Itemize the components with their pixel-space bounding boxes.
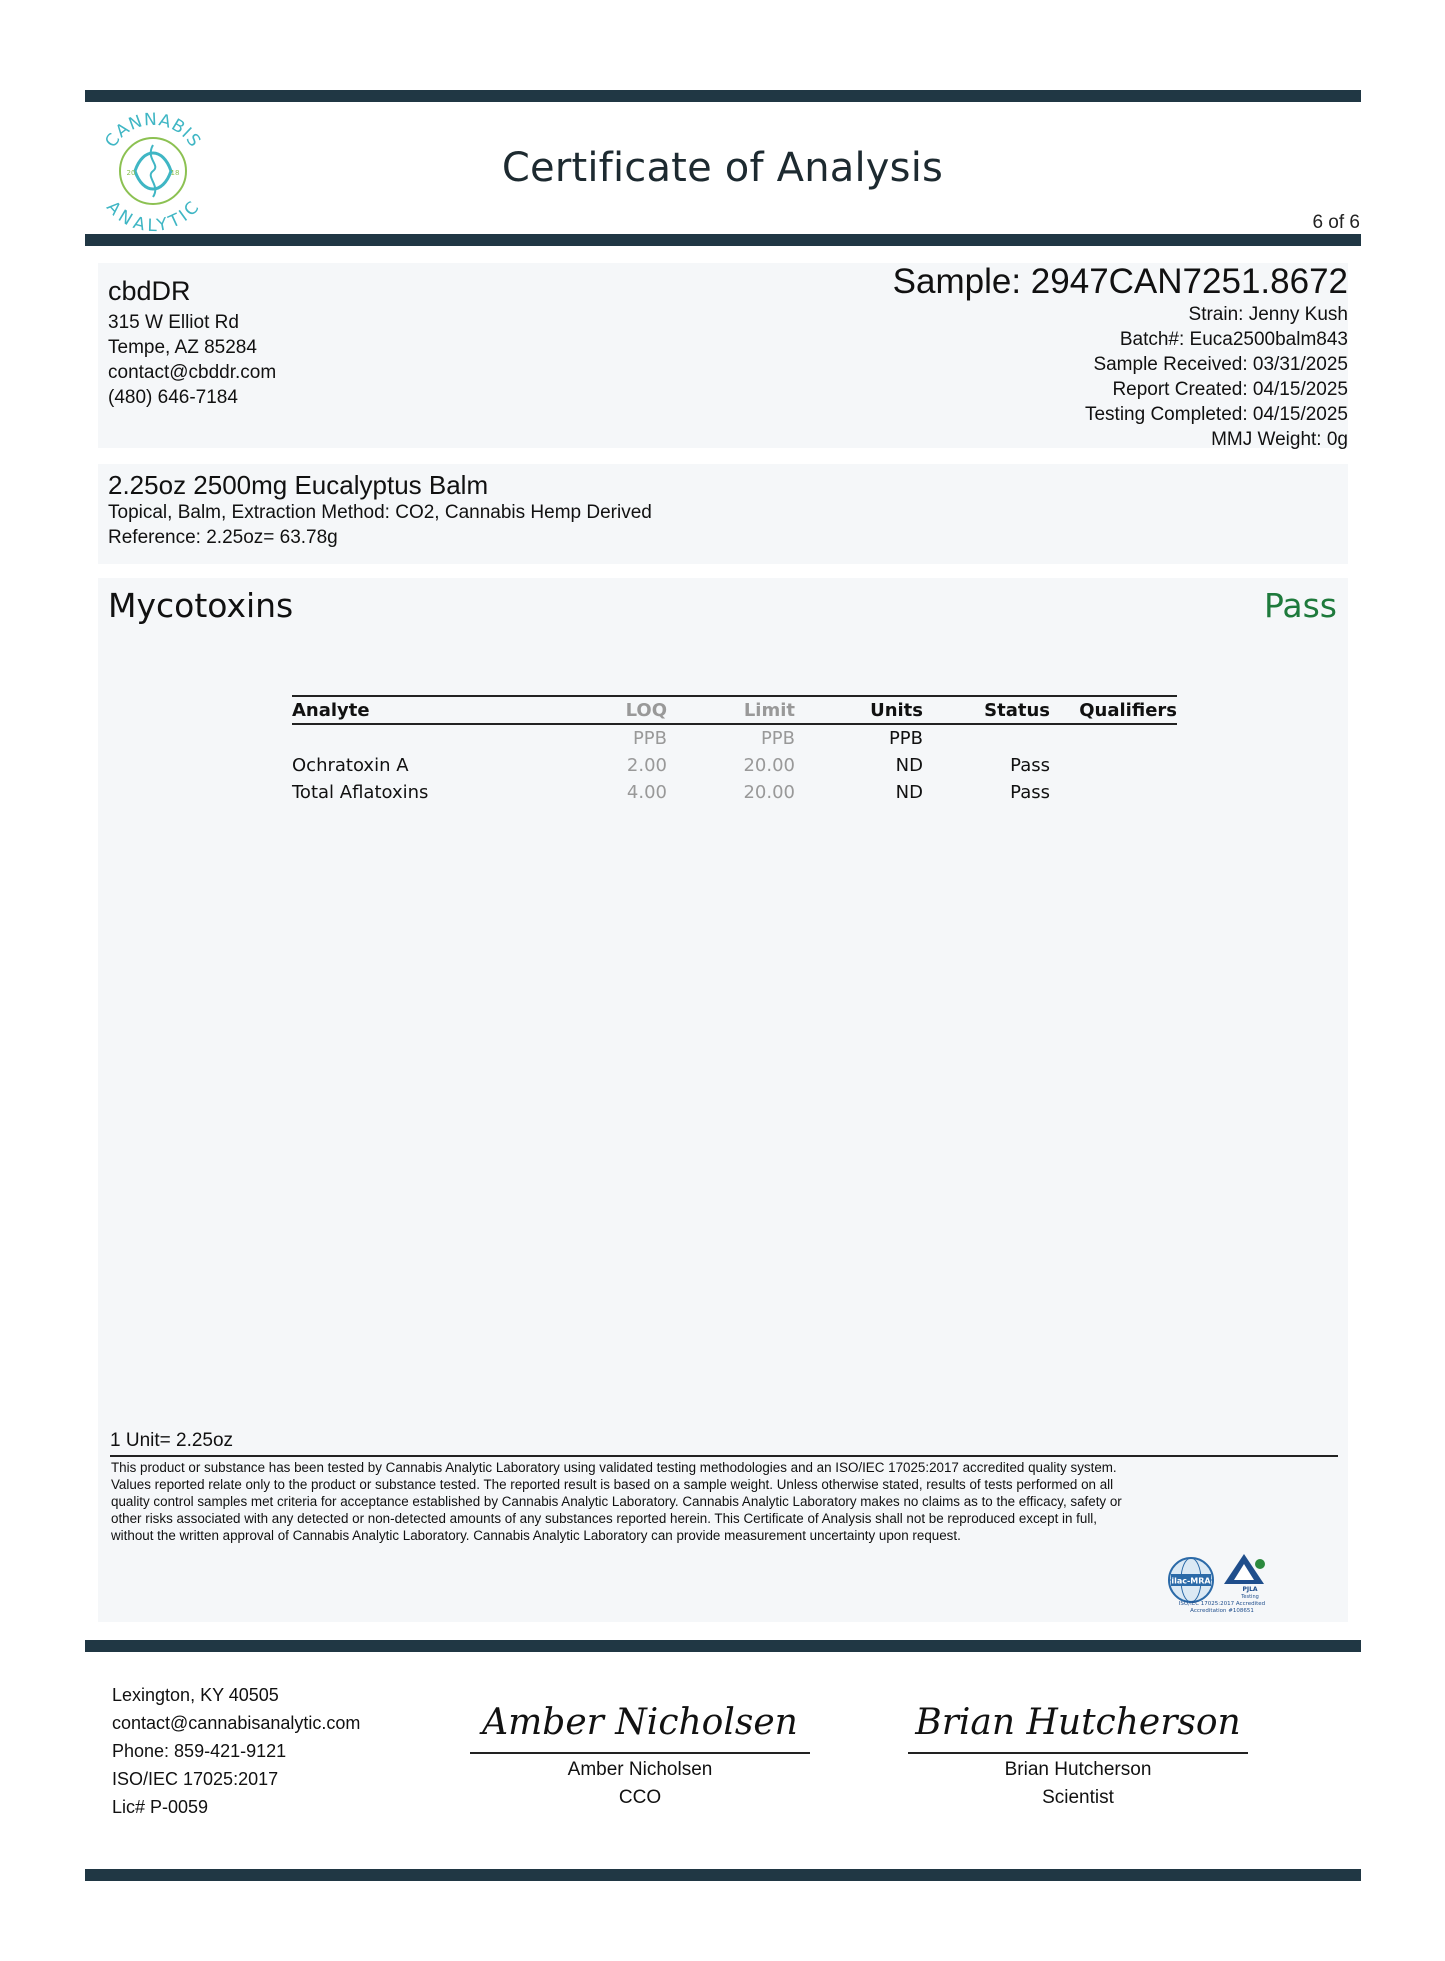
header-bottom-bar [85, 234, 1361, 246]
client-phone: (480) 646-7184 [108, 387, 238, 408]
logo-year-right: 18 [170, 169, 180, 177]
header-units: Units [870, 699, 923, 721]
sample-received: Sample Received: 03/31/2025 [1093, 354, 1348, 375]
lab-iso: ISO/IEC 17025:2017 [112, 1769, 279, 1789]
analyte-status: Pass [1010, 782, 1050, 803]
lab-city: Lexington, KY 40505 [112, 1685, 279, 1705]
table-header-row [292, 696, 1177, 724]
disclaimer-line: Values reported relate only to the product or substance tested. The reported result is based on a sample weight. Unless otherwise stated, results of tests performed on all [111, 1477, 1114, 1492]
pjla-sub-text: Testing [1241, 1594, 1259, 1600]
header-limit: Limit [743, 699, 795, 721]
analyte-name: Ochratoxin A [292, 755, 409, 776]
accreditation-line1: ISO/IEC 17025:2017 Accredited [1178, 1601, 1266, 1607]
analyte-qualifiers [1050, 752, 1177, 779]
signatory-title: Scientist [1042, 1787, 1114, 1808]
disclaimer-line: This product or substance has been tested by Cannabis Analytic Laboratory using validated testing methodologies and an ISO/IEC 17025:2017 accredited quality system. [111, 1460, 1117, 1475]
svg-text:PJLA: PJLA [1242, 1586, 1258, 1593]
top-bar [85, 90, 1361, 102]
sample-info [893, 262, 1348, 452]
client-address2: Tempe, AZ 85284 [108, 337, 257, 358]
footer-top-bar [85, 1640, 1361, 1652]
unit-note: 1 Unit= 2.25oz [110, 1430, 234, 1451]
header-analyte: Analyte [292, 699, 370, 721]
product-name: 2.25oz 2500mg Eucalyptus Balm [108, 470, 489, 500]
signatory-name: Brian Hutcherson [1004, 1759, 1152, 1780]
signatory-title: CCO [618, 1787, 662, 1808]
analyte-status: Pass [1010, 755, 1050, 776]
sample-strain: Strain: Jenny Kush [1188, 304, 1348, 325]
ilac-mra-logo [1165, 1555, 1217, 1605]
analyte-units: ND [895, 782, 923, 803]
report-created: Report Created: 04/15/2025 [1112, 379, 1348, 400]
testing-completed: Testing Completed: 04/15/2025 [1084, 404, 1348, 425]
page-number: 6 of 6 [1312, 212, 1360, 233]
disclaimer-rule [110, 1455, 1338, 1457]
page-title: Certificate of Analysis [501, 145, 944, 191]
logo-top-text: CANNABIS [101, 109, 205, 152]
analyte-loq: 2.00 [626, 755, 667, 776]
signature-amber: Amber Nicholsen [482, 1702, 798, 1743]
lab-phone: Phone: 859-421-9121 [112, 1741, 287, 1761]
client-name: cbdDR [108, 276, 191, 306]
lab-contact [112, 1681, 360, 1821]
signature-line [470, 1752, 810, 1754]
analyte-limit: 20.00 [743, 782, 795, 803]
accreditation-line2: Accreditation #108651 [1190, 1608, 1254, 1614]
table-row [292, 779, 1177, 806]
disclaimer-line: other risks associated with any detected or non-detected amounts of any substances reported herein. This Certificate of Analysis shall not be reproduced except in full, [111, 1511, 1098, 1526]
bottom-bar [85, 1869, 1361, 1881]
disclaimer-line: quality control samples met criteria for acceptance established by Cannabis Analytic Laboratory. Cannabis Analytic Laboratory makes no claims as to the efficacy, safety or [111, 1494, 1122, 1509]
signatory-name: Amber Nicholsen [567, 1759, 713, 1780]
logo-year-left: 20 [126, 169, 136, 177]
signatory-2 [908, 1756, 1248, 1812]
pjla-logo [1220, 1550, 1280, 1595]
header-status: Status [984, 699, 1050, 721]
product-reference: Reference: 2.25oz= 63.78g [108, 527, 338, 548]
analyte-loq: 4.00 [626, 782, 667, 803]
analyte-limit: 20.00 [743, 755, 795, 776]
results-table [292, 695, 1177, 806]
signature-brian: Brian Hutcherson [915, 1702, 1241, 1743]
analyte-qualifiers [1050, 779, 1177, 806]
client-address1: 315 W Elliot Rd [108, 312, 239, 333]
signature-line [908, 1752, 1248, 1754]
section-status: Pass [1263, 586, 1337, 625]
analyte-name: Total Aflatoxins [292, 782, 429, 803]
table-row [292, 752, 1177, 779]
sample-batch: Batch#: Euca2500balm843 [1119, 329, 1348, 350]
units-loq: PPB [632, 728, 667, 749]
header-loq: LOQ [625, 699, 667, 721]
disclaimer [111, 1459, 1291, 1544]
lab-email: contact@cannabisanalytic.com [112, 1713, 361, 1733]
product-description: Topical, Balm, Extraction Method: CO2, Cannabis Hemp Derived [108, 502, 652, 523]
signatory-1 [470, 1756, 810, 1812]
section-title: Mycotoxins [108, 586, 294, 625]
client-email: contact@cbddr.com [108, 362, 277, 383]
sample-id: Sample: 2947CAN7251.8672 [892, 262, 1348, 301]
mmj-weight: MMJ Weight: 0g [1211, 429, 1348, 450]
units-limit: PPB [760, 728, 795, 749]
units-row [292, 724, 1177, 752]
svg-text:ilac-MRA: ilac-MRA [1171, 1576, 1211, 1586]
accreditation-text [1160, 1601, 1284, 1615]
header-qualifiers: Qualifiers [1079, 699, 1177, 721]
lab-license: Lic# P-0059 [112, 1797, 209, 1817]
analyte-units: ND [895, 755, 923, 776]
logo-bottom-text: ANALYTIC [102, 197, 204, 232]
units-units: PPB [888, 728, 923, 749]
client-info [108, 276, 276, 410]
product-info [108, 470, 652, 550]
disclaimer-line: without the written approval of Cannabis Analytic Laboratory. Cannabis Analytic Laboratory can provide measurement uncertainty upon request. [111, 1528, 961, 1543]
